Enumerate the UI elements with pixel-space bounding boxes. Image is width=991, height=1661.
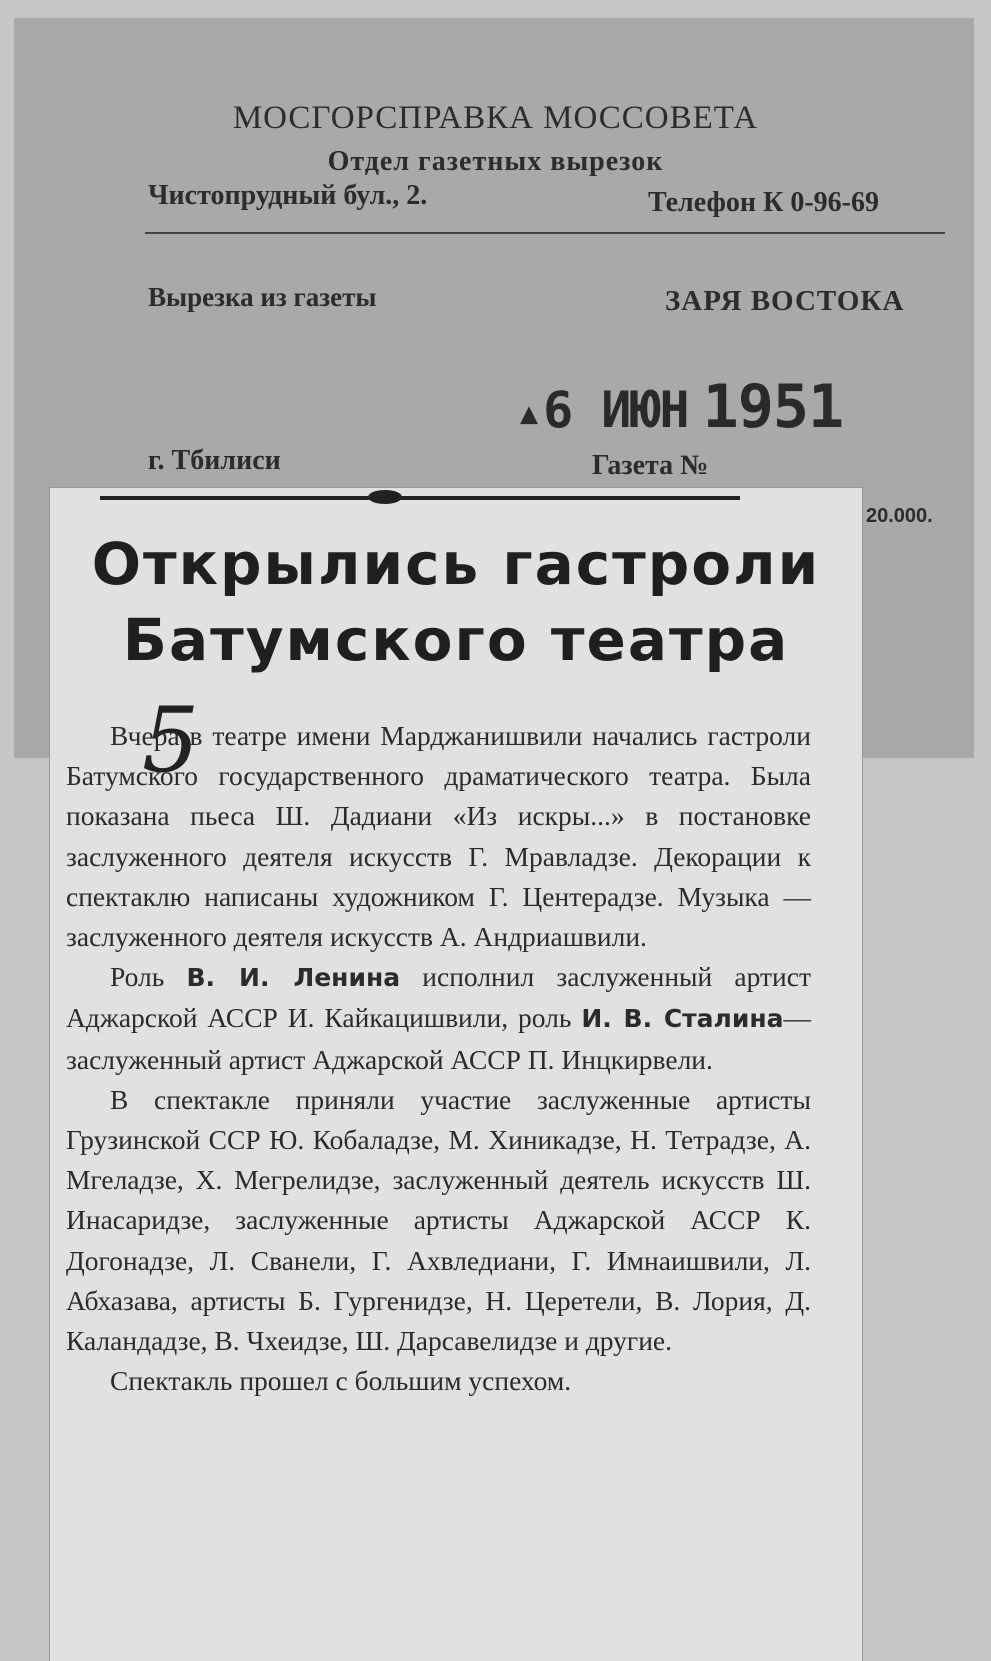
address: Чистопрудный бул., 2.	[148, 180, 428, 211]
headline-line-1: Открылись гастроли	[91, 530, 821, 598]
article-body	[66, 716, 811, 1401]
paragraph-1: Вчера в театре имени Марджанишвили начались гастроли Батумского государственного драматического театра. Была показана пьеса Ш. Дадиани «Из искры...» в постановке заслуженного деятеля искусств Г. Мравладзе. Декорации к спектаклю написаны художником Г. Центерадзе. Музыка —заслуженного деятеля искусств А. Андриашвили.	[66, 720, 811, 953]
p2-text-b: исполнил заслуженный артист Аджарской АССР И. Кайкацишвили, роль	[66, 961, 811, 1034]
name-stalin: И. В. Сталина	[581, 1004, 784, 1034]
rule-ornament	[368, 490, 402, 504]
top-rule	[100, 496, 740, 500]
paragraph-3: В спектакле приняли участие заслуженные артисты Грузинской ССР Ю. Кобаладзе, М. Хиникадзе, Н. Тетрадзе, А. Мгеладзе, Х. Мегрелидзе, заслуженный деятель искусств Ш. Инасаридзе, заслуженные артисты Аджарской АССР К. Догонадзе, Л. Сванели, Г. Ахвледиани, Г. Имнаишвили, Л. Абхазава, артисты Б. Гургенидзе, Н. Церетели, В. Лория, Д. Каландадзе, В. Чхеидзе, Ш. Дарсавелидзе и другие.	[66, 1083, 811, 1357]
stamp-year: 1951	[702, 372, 844, 442]
date-stamp	[520, 372, 843, 442]
gazette-number-label: Газета №	[592, 450, 709, 481]
name-lenin: В. И. Ленина	[186, 963, 401, 993]
headline-line-2: Батумского театра	[122, 606, 790, 674]
cutting-from-label: Вырезка из газеты	[148, 282, 377, 312]
header-divider	[145, 232, 945, 234]
city: г. Тбилиси	[148, 445, 281, 476]
handwritten-mark: 5	[142, 688, 200, 793]
stamp-date: 6 ИЮН	[543, 381, 689, 439]
circulation: 20.000.	[866, 505, 933, 527]
department-name: Отдел газетных вырезок	[327, 146, 664, 177]
phone-number: Телефон К 0-96-69	[648, 187, 879, 218]
paragraph-4: Спектакль прошел с большим успехом.	[110, 1365, 572, 1397]
p2-text-c: —заслуженный артист Аджарской АССР П. Инцкирвели.	[66, 1002, 811, 1075]
p2-text-a: Роль	[110, 961, 165, 993]
organization-name: МОСГОРСПРАВКА МОССОВЕТА	[232, 100, 759, 136]
stamp-bullet-icon: ▲	[520, 396, 538, 431]
paragraph-2	[66, 957, 811, 1080]
newspaper-clipping	[50, 488, 862, 1661]
newspaper-name: ЗАРЯ ВОСТОКА	[665, 285, 905, 317]
